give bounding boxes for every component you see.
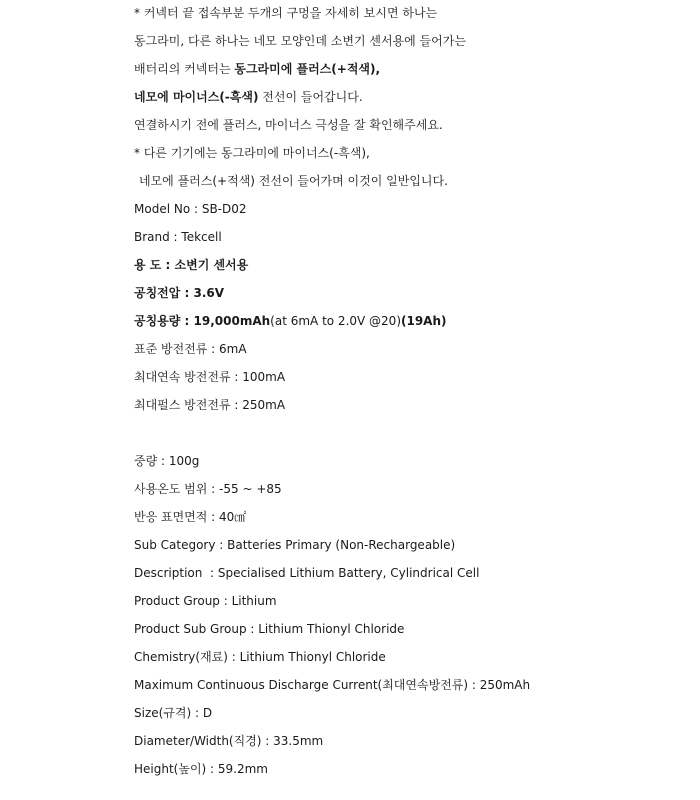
notice-minus-square-text: 네모에 마이너스(-흑색) [134,90,259,104]
spacer [134,424,694,452]
spec-capacity-value: 공칭용량 : 19,000mAh [134,314,271,328]
spec-sub-category: Sub Category : Batteries Primary (Non-Rechargeable) [134,538,456,552]
spec-product-sub-group: Product Sub Group : Lithium Thionyl Chloride [134,622,405,636]
notice-line-3-text: 배터리의 커넥터는 [134,62,235,76]
spec-usage: 용 도 : 소변기 센서용 [134,258,249,272]
notice-line-3 [134,60,694,88]
spec-height: Height(높이) : 59.2mm [134,762,268,776]
spec-weight: 중량 : 100g [134,454,200,468]
spec-capacity-ah: (19Ah) [401,314,447,328]
notice-line-4 [134,88,694,116]
notice-line-5: 연결하시기 전에 플러스, 마이너스 극성을 잘 확인해주세요. [134,118,443,132]
notice-line-7: 네모에 플러스(+적색) 전선이 들어가며 이것이 일반입니다. [139,174,448,188]
spec-product-group: Product Group : Lithium [134,594,277,608]
spec-surface-area: 반응 표면면적 : 40㎠ [134,510,247,524]
notice-line-6: * 다른 기기에는 동그라미에 마이너스(-흑색), [134,146,370,160]
spec-size: Size(규격) : D [134,706,213,720]
spec-diameter: Diameter/Width(직경) : 33.5mm [134,734,324,748]
spec-max-cont-discharge: 최대연속 방전전류 : 100mA [134,370,286,384]
notice-line-4-text: 전선이 들어갑니다. [258,90,363,104]
notice-line-1: * 커넥터 끝 접속부분 두개의 구멍을 자세히 보시면 하나는 [134,6,438,20]
spec-voltage: 공칭전압 : 3.6V [134,286,225,300]
spec-max-cont-current: Maximum Continuous Discharge Current(최대연속방전류) : 250mAh [134,678,531,692]
notice-line-2: 동그라미, 다른 하나는 네모 모양인데 소변기 센서용에 들어가는 [134,34,466,48]
product-description [134,4,694,788]
spec-temp-range: 사용온도 범위 : -55 ~ +85 [134,482,282,496]
spec-max-pulse-discharge: 최대펄스 방전전류 : 250mA [134,398,286,412]
spec-std-discharge: 표준 방전전류 : 6mA [134,342,247,356]
notice-plus-circle-text: 동그라미에 플러스(+적색), [234,62,381,76]
spec-capacity-condition: (at 6mA to 2.0V @20) [270,314,401,328]
spec-model: Model No : SB-D02 [134,202,247,216]
spec-capacity [134,312,694,340]
spec-brand: Brand : Tekcell [134,230,222,244]
spec-description: Description : Specialised Lithium Battery, Cylindrical Cell [134,566,480,580]
spec-chemistry: Chemistry(재료) : Lithium Thionyl Chloride [134,650,386,664]
